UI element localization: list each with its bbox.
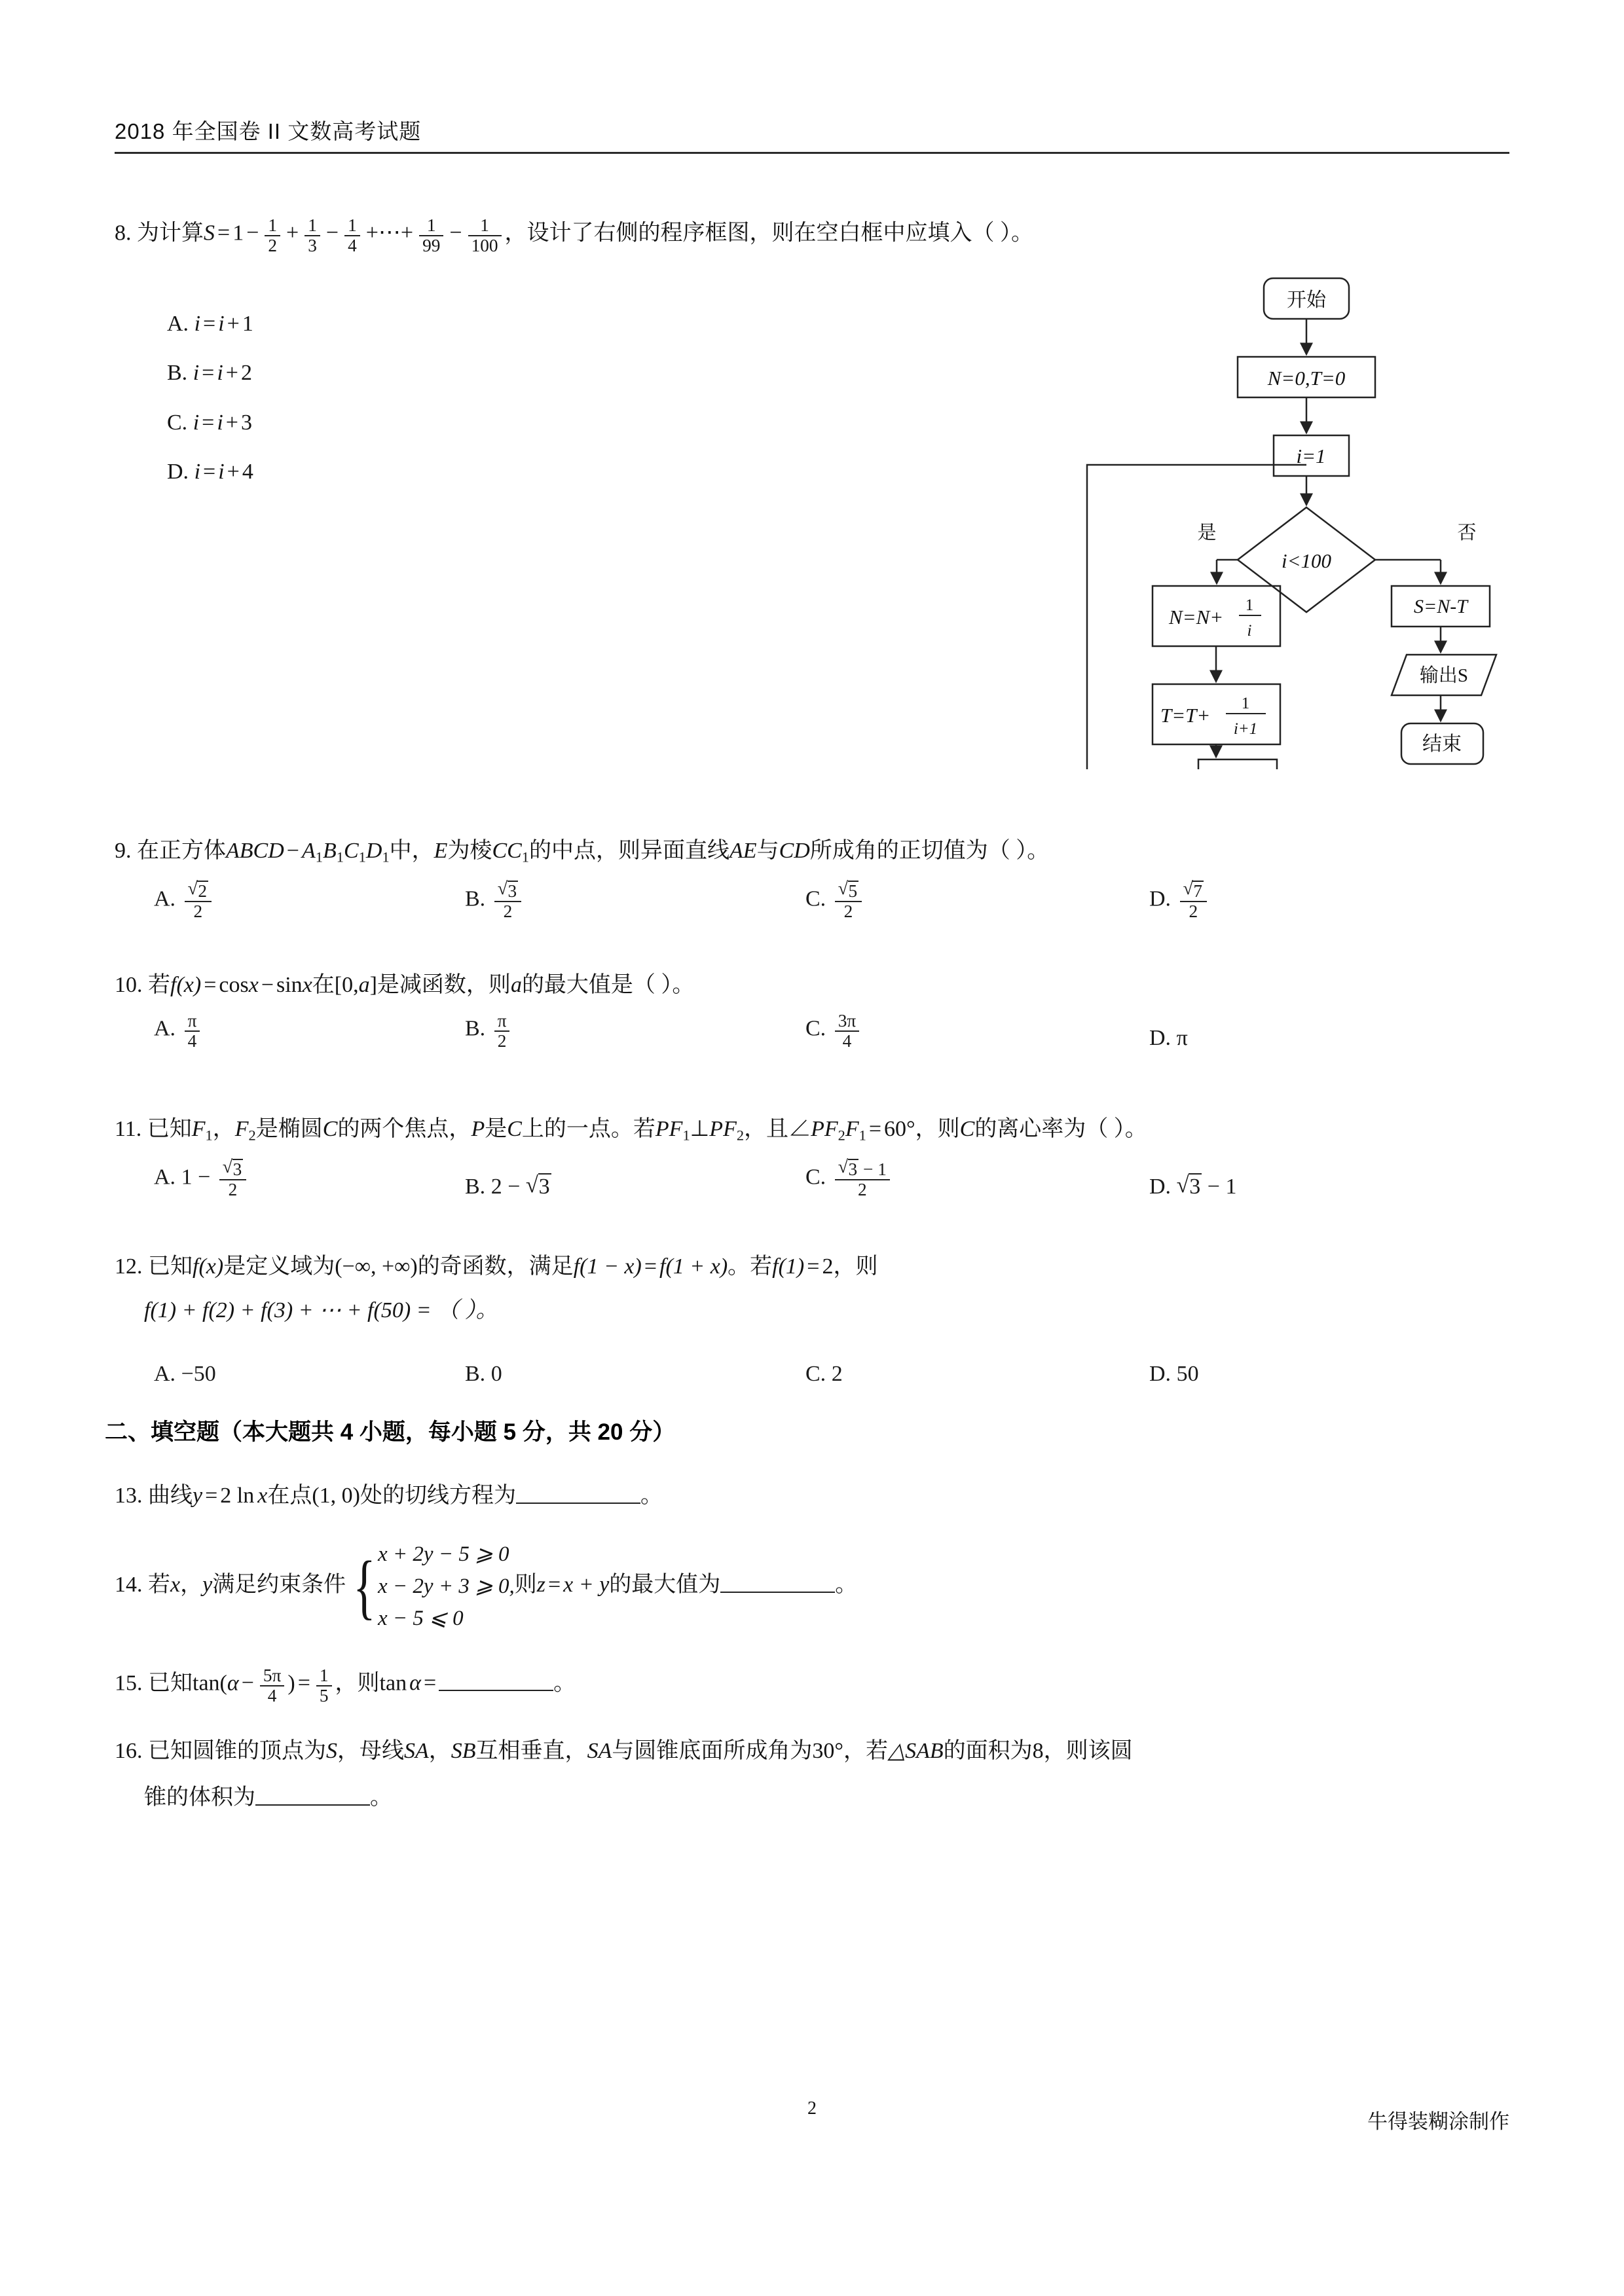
q14-constraint-system [378, 1539, 515, 1634]
q15-frac-5pi-4: $\frac{5\pi}{4}$ [260, 1666, 284, 1705]
q10-option-d-label: D. [1149, 1026, 1172, 1050]
q8-frac-1-100: $\frac{1}{100}$ [468, 216, 502, 255]
q8-option-d-var1: i [194, 459, 201, 484]
svg-text:i+1: i+1 [1233, 720, 1258, 738]
q10-x1: x [248, 973, 259, 997]
q10-option-d[interactable] [1149, 1026, 1188, 1051]
q12-option-a-value: −50 [181, 1362, 216, 1386]
q16-p4: 与圆锥底面所成角为 [612, 1739, 813, 1763]
q9-option-b-value: √ $\frac{3}{2}$ [494, 881, 522, 920]
q14-p2: 满足约束条件 [212, 1573, 346, 1597]
q11-pf1: PF [655, 1117, 683, 1141]
question-16-stem-line2: 锥的体积为 。 [144, 1781, 1509, 1813]
q9-option-a-label: A. [154, 886, 176, 911]
q10-option-a[interactable] [154, 1011, 203, 1050]
q9-option-c-value: √ $\frac{5}{2}$ [835, 881, 862, 920]
q11-option-d-value: √ 3 [1177, 1173, 1202, 1199]
q10-option-c-label: C. [805, 1016, 826, 1041]
question-16 [115, 1735, 1509, 1814]
q14-z-expr: x + y [563, 1573, 610, 1597]
q11-option-c-label: C. [805, 1165, 826, 1190]
q16-p3: 互相垂直， [475, 1739, 587, 1763]
question-13-stem: 13. 曲线y = 2 ln x在点(1, 0)处的切线方程为 。 [115, 1480, 1509, 1512]
question-14 [115, 1539, 1509, 1634]
flow-end-label: 结束 [1422, 733, 1462, 755]
q8-minus-3: − [449, 221, 462, 246]
q12-option-c-value: 2 [831, 1362, 843, 1386]
question-10-stem [115, 969, 1509, 1001]
question-9 [115, 835, 1509, 868]
q8-option-b-plus: + [225, 361, 238, 386]
q9-option-d-value: √ $\frac{7}{2}$ [1180, 881, 1208, 920]
q11-option-b-label: B. [465, 1175, 486, 1199]
q16-p1: 16. 已知圆锥的顶点为 [115, 1739, 326, 1763]
q9-option-b[interactable] [465, 881, 525, 920]
q8-minus-1: − [246, 221, 259, 246]
svg-text:i: i [1247, 622, 1252, 640]
question-11 [115, 1113, 1509, 1146]
q11-part4: 是 [485, 1117, 507, 1141]
q14-p4: 的最大值为 [609, 1573, 721, 1597]
q8-option-c-plus: + [225, 410, 238, 435]
q10-option-c-value: $\frac{3\pi}{4}$ [835, 1011, 859, 1050]
q13-point: (1, 0) [312, 1484, 360, 1508]
q11-f1: F [191, 1117, 206, 1141]
q10-a1: a [358, 973, 370, 997]
q16-p2: ，母线 [337, 1739, 404, 1763]
q11-part6: ，且 [744, 1117, 789, 1141]
svg-text:T=T+: T=T+ [1160, 704, 1211, 727]
q9-part3: 为棱 [447, 839, 492, 863]
q12-option-d-value: 50 [1176, 1362, 1199, 1386]
section-2-heading: 二、填空题（本大题共 4 小题，每小题 5 分，共 20 分） [105, 1419, 676, 1445]
q10-option-b-value: $\frac{\pi}{2}$ [494, 1011, 510, 1050]
q8-lead: 8. 为计算 [115, 221, 204, 246]
q11-angle-icon: ∠ [788, 1117, 811, 1141]
q8-one: 1 [232, 221, 244, 246]
q10-part3: ]是减函数，则 [369, 973, 511, 997]
flow-start-label: 开始 [1287, 289, 1326, 311]
q10-x2: x [302, 973, 312, 997]
q16-triangle-sab: △SAB [887, 1739, 944, 1763]
q8-option-c-var1: i [193, 410, 200, 435]
q11-c2: C [507, 1117, 522, 1141]
q11-option-b-lead: 2 − [490, 1175, 526, 1199]
page-header [115, 115, 1509, 154]
q8-tail: ，设计了右侧的程序框图，则在空白框中应填入（ ）。 [504, 221, 1034, 246]
q10-option-b[interactable] [465, 1011, 513, 1050]
q11-p: P [471, 1117, 485, 1141]
q9-option-d[interactable] [1149, 881, 1210, 920]
q11-part7: ，则 [915, 1117, 960, 1141]
q11-f2: F [234, 1117, 249, 1141]
q10-minus: − [261, 973, 274, 997]
question-13 [115, 1480, 1509, 1512]
q8-option-a-plus: + [227, 312, 240, 336]
q11-option-d[interactable]: D. √ 3 − 1 [1149, 1173, 1236, 1199]
q11-part1: 11. 已知 [115, 1117, 192, 1141]
q12-p5: ，则 [833, 1254, 878, 1279]
svg-text:N=N+: N=N+ [1169, 606, 1224, 629]
q14-ineq-2: x − 2y + 3 ⩾ 0, [378, 1574, 515, 1598]
question-10-options [115, 1011, 1509, 1070]
q8-minus-2: − [325, 221, 339, 246]
q16-angle-deg: 30° [812, 1739, 843, 1763]
flow-no-label: 否 [1457, 522, 1477, 543]
q16-area: 8 [1032, 1739, 1044, 1763]
q8-eq: = [217, 221, 231, 246]
program-flowchart [1067, 272, 1513, 769]
q9-option-d-label: D. [1149, 886, 1172, 911]
q11-part5: 上的一点。若 [521, 1117, 655, 1141]
q11-f1b: F [845, 1117, 859, 1141]
q14-answer-blank[interactable] [720, 1569, 835, 1593]
q12-option-b-value: 0 [490, 1362, 502, 1386]
q14-p1: 14. 若 [115, 1573, 170, 1597]
q11-option-a-lead: 1 − [181, 1165, 216, 1190]
q10-arg: (x) [176, 973, 202, 997]
q16-p7: ，则该圆 [1043, 1739, 1133, 1763]
q12-f1: f [193, 1254, 199, 1279]
q9-part4: 的中点，则异面直线 [529, 839, 730, 863]
svg-text:1: 1 [1245, 596, 1254, 614]
q12-option-c-label: C. [805, 1362, 826, 1386]
question-11-options [115, 1159, 1509, 1224]
question-15-stem: 15. 已知tan(α − $\frac{5\pi}{4}$ ) = $\frac{1}{5}$ ，则tan α = 。 [115, 1666, 576, 1705]
q8-frac-1-99: $\frac{1}{99}$ [419, 216, 443, 255]
q11-option-b-value: √ 3 [526, 1173, 551, 1199]
q9-part5: 与 [756, 839, 779, 863]
question-11-stem: 11. 已知$F_1$，$F_2$是椭圆C的两个焦点，P是C上的一点。若$PF_1\perp PF_2$，且$\angle PF_2F_1 = 60^\circ$，则C的离心率为（ ）。 [115, 1117, 1147, 1144]
q10-part2: 在[0, [312, 973, 359, 997]
q8-option-a-label: A. [167, 312, 189, 336]
page-number: 2 [807, 2098, 817, 2119]
q12-option-b-label: B. [465, 1362, 486, 1386]
flow-s-assign-label: S=N-T [1414, 596, 1467, 617]
q8-option-d-plus: + [227, 459, 240, 484]
q13-p3: 处的切线方程为 [360, 1484, 516, 1508]
q12-domain: (−∞, +∞) [335, 1254, 418, 1279]
header-divider [115, 152, 1509, 154]
q9-point-e: E [434, 839, 448, 863]
flow-init-label: N=0,T=0 [1267, 367, 1346, 390]
q11-part3: 的两个焦点， [337, 1117, 471, 1141]
q10-part1: 10. 若 [115, 973, 170, 997]
q11-c1: C [322, 1117, 338, 1141]
q10-cos: cos [219, 973, 249, 997]
q10-eq: = [204, 973, 217, 997]
q11-option-a-value: √ $\frac{3}{2}$ [219, 1159, 247, 1199]
q9-option-b-label: B. [465, 886, 486, 911]
watermark-credit: 牛得装糊涂制作 [1367, 2110, 1509, 2133]
q8-option-d-var2: i [218, 459, 225, 484]
q9-option-c-label: C. [805, 886, 826, 911]
q11-eq: = [868, 1117, 882, 1141]
q10-option-a-label: A. [154, 1016, 176, 1041]
q11-option-b[interactable] [465, 1173, 551, 1199]
flow-output-label: 输出S [1419, 665, 1469, 686]
q11-pf2: PF [709, 1117, 737, 1141]
q8-option-b-eq: = [202, 361, 215, 386]
q15-p2: ，则 [335, 1671, 380, 1696]
q10-sin: sin [276, 973, 303, 997]
question-10 [115, 969, 1509, 1001]
q11-option-a-label: A. [154, 1165, 176, 1190]
q10-part4: 的最大值是（ ）。 [521, 973, 695, 997]
q9-line-cd: CD [779, 839, 810, 863]
q16-p6: 的面积为 [943, 1739, 1033, 1763]
q8-option-b-var1: i [193, 361, 200, 386]
q16-answer-blank[interactable] [255, 1782, 370, 1806]
q8-option-a-var2: i [218, 312, 225, 336]
flow-i-init-label: i=1 [1296, 445, 1326, 467]
q8-option-b-var2: i [217, 361, 223, 386]
q9-edge-cc1: CC [492, 839, 522, 863]
q11-option-c-value: √ $\frac{3 - 1}{2}$ [835, 1159, 890, 1199]
q10-option-b-label: B. [465, 1016, 486, 1041]
q8-option-d-eq: = [203, 459, 216, 484]
q9-cube-a1: A [301, 839, 316, 863]
q12-option-d[interactable] [1149, 1362, 1199, 1387]
q9-part6: 所成角的正切值为（ ）。 [809, 839, 1050, 863]
q12-option-b[interactable] [465, 1362, 502, 1387]
flow-n-step-label [1168, 596, 1261, 640]
q11-perp: ⊥ [690, 1117, 710, 1141]
q9-option-a-value: √ $\frac{2}{2}$ [185, 881, 212, 920]
q15-frac-1-5: $\frac{1}{5}$ [316, 1666, 332, 1705]
q8-option-d-value: 4 [242, 459, 253, 484]
q8-option-c-var2: i [217, 410, 223, 435]
q12-option-a[interactable] [154, 1362, 216, 1387]
q8-option-b-value: 2 [240, 361, 252, 386]
q10-f: f [170, 973, 177, 997]
question-16-stem-line1: 16. 已知圆锥的顶点为S，母线SA，SB互相垂直，SA与圆锥底面所成角为30°，若△SAB的面积为8，则该圆 [115, 1739, 1133, 1763]
question-12-stem-line1: 12. 已知f(x)是定义域为(−∞, +∞)的奇函数，满足f(1 − x) = f(1 + x)。若f(1) = 2，则 [115, 1254, 878, 1279]
question-12 [115, 1250, 1509, 1327]
q13-p2: 在点 [267, 1484, 312, 1508]
q9-cube-d1: D [365, 839, 382, 863]
q12-option-a-label: A. [154, 1362, 176, 1386]
q11-part8: 的离心率为（ ）。 [974, 1117, 1147, 1141]
q8-option-a-value: 1 [242, 312, 253, 336]
question-14-stem: 14. 若x，y满足约束条件 { x + 2y − 5 ⩾ 0 x − 2y + 3 ⩾ 0, x − 5 ⩽ 0 则z = x + y的最大值为 。 [115, 1539, 1509, 1634]
q15-p1: 15. 已知 [115, 1671, 193, 1696]
q9-cube-c1: C [343, 839, 359, 863]
q8-frac-1-4: $\frac{1}{4}$ [344, 216, 360, 255]
q15-answer-blank[interactable] [439, 1667, 553, 1691]
q10-a2: a [510, 973, 522, 997]
q11-c3: C [959, 1117, 975, 1141]
q10-option-d-value: π [1176, 1026, 1188, 1050]
q8-dots: +⋯+ [365, 221, 414, 246]
q16-p5: ，若 [843, 1739, 888, 1763]
q9-option-a[interactable] [154, 881, 215, 920]
question-8 [115, 216, 1509, 255]
q8-var-s: S [204, 221, 215, 246]
q8-frac-1-2: $\frac{1}{2}$ [265, 216, 280, 255]
q12-p1: 12. 已知 [115, 1254, 193, 1279]
q14-p3: 则 [514, 1573, 537, 1597]
q11-option-d-label: D. [1149, 1175, 1172, 1199]
q8-option-c-label: C. [167, 410, 188, 435]
system-brace: { [353, 1546, 376, 1627]
question-15 [115, 1666, 1509, 1705]
flow-yes-label: 是 [1197, 522, 1217, 543]
svg-text:1: 1 [1241, 695, 1250, 712]
q12-p4: 。若 [728, 1254, 773, 1279]
q12-p2: 是定义域为 [223, 1254, 335, 1279]
q10-option-c[interactable] [805, 1011, 862, 1050]
q10-option-a-value: $\frac{\pi}{4}$ [185, 1011, 200, 1050]
q8-option-d-label: D. [167, 459, 189, 484]
q9-part1: 9. 在正方体 [115, 839, 226, 863]
q11-pf2b: PF [811, 1117, 838, 1141]
q9-dash: − [286, 839, 299, 863]
q9-line-ae: AE [729, 839, 757, 863]
header-title: 2018 年全国卷 II 文数高考试题 [115, 119, 422, 143]
q9-cube-abcd: ABCD [226, 839, 284, 863]
question-9-options [115, 881, 1509, 939]
q8-plus-1: + [286, 221, 299, 246]
q16-p8: 锥的体积为 [144, 1785, 255, 1810]
q14-ineq-3: x − 5 ⩽ 0 [378, 1606, 464, 1630]
q11-option-c[interactable] [805, 1159, 893, 1199]
q13-answer-blank[interactable] [516, 1480, 640, 1504]
flow-t-step-label [1160, 695, 1266, 738]
q8-option-c-eq: = [202, 410, 215, 435]
question-12-stem-line2: f(1) + f(2) + f(3) + ⋯ + f(50) = （ ）。 [144, 1298, 498, 1323]
q14-ineq-1: x + 2y − 5 ⩾ 0 [378, 1542, 509, 1566]
q11-deg: 60° [884, 1117, 915, 1141]
q8-frac-1-3: $\frac{1}{3}$ [304, 216, 320, 255]
q9-cube-b1: B [322, 839, 337, 863]
flow-condition-label: i<100 [1281, 549, 1332, 572]
q12-p3: 的奇函数，满足 [417, 1254, 574, 1279]
q8-option-b-label: B. [167, 361, 188, 386]
question-9-stem: 9. 在正方体ABCD − $A_1B_1C_1D_1$中，E为棱$CC_1$的中点，则异面直线AE与CD所成角的正切值为（ ）。 [115, 839, 1050, 866]
q9-option-c[interactable] [805, 881, 865, 920]
q12-option-c[interactable] [805, 1362, 843, 1387]
q8-option-c-value: 3 [240, 410, 252, 435]
q12-option-d-label: D. [1149, 1362, 1172, 1386]
q11-part2: 是椭圆 [255, 1117, 323, 1141]
q9-part2: 中， [389, 839, 434, 863]
q8-option-a-eq: = [203, 312, 216, 336]
question-8-stem [115, 216, 1509, 255]
q11-option-a[interactable] [154, 1159, 249, 1199]
q8-option-a-var1: i [194, 312, 201, 336]
q13-p1: 13. 曲线 [115, 1484, 193, 1508]
